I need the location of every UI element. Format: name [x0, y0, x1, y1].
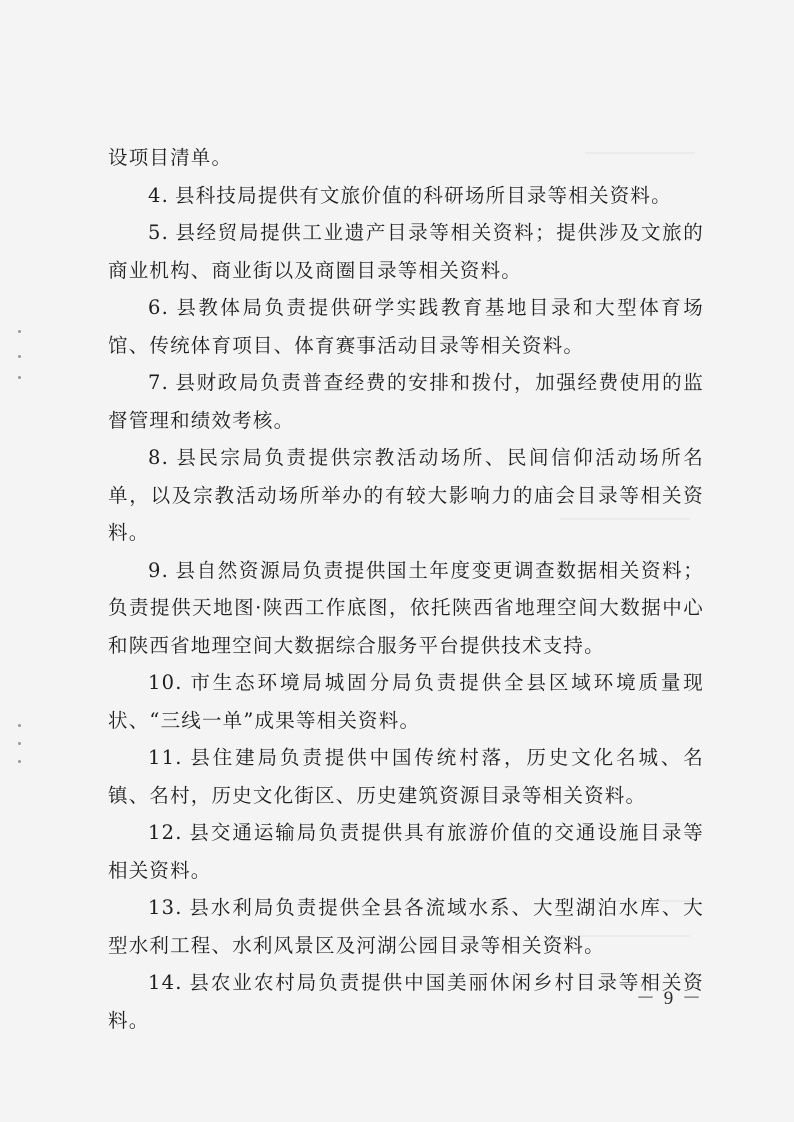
- paragraph: [108, 964, 704, 1039]
- paragraph-text: 县财政局负责普查经费的安排和拨付，加强经费使用的监督管理和绩效考核。: [108, 371, 704, 432]
- paragraph-number: 6.: [148, 296, 170, 319]
- binding-hole-mark: [18, 724, 21, 727]
- paragraph-number: 8.: [148, 446, 170, 469]
- paragraph: [108, 289, 704, 364]
- paragraph-text: 县水利局负责提供全县各流域水系、大型湖泊水库、大型水利工程、水利风景区及河湖公园目录等相关资料。: [108, 896, 704, 957]
- paragraph-number: 9.: [148, 558, 170, 582]
- paragraph-number: 7.: [148, 371, 170, 394]
- page-number: － 9 －: [636, 988, 704, 1009]
- paragraph-text: 设项目清单。: [108, 146, 233, 169]
- binding-hole-mark: [18, 330, 21, 333]
- paragraph: [108, 889, 704, 964]
- paragraph: [108, 364, 704, 439]
- paragraph-text: 县交通运输局负责提供具有旅游价值的交通设施目录等相关资料。: [108, 821, 704, 882]
- paragraph-number: 11.: [148, 746, 183, 769]
- paragraph: [108, 814, 704, 889]
- paragraph: [108, 439, 704, 552]
- paragraph-text: 县农业农村局负责提供中国美丽休闲乡村目录等相关资料。: [108, 971, 704, 1032]
- paragraph-number: 14.: [148, 971, 183, 994]
- paragraph-number: 4.: [148, 183, 170, 207]
- binding-hole-mark: [18, 742, 21, 745]
- paragraph: [108, 177, 704, 215]
- document-body: [108, 139, 704, 1039]
- paragraph: [108, 664, 704, 739]
- paragraph-number: 5.: [148, 221, 170, 244]
- binding-hole-mark: [18, 760, 21, 763]
- paragraph-number: 10.: [148, 671, 183, 694]
- paragraph: [108, 739, 704, 814]
- paragraph-text: 县自然资源局负责提供国土年度变更调查数据相关资料；负责提供天地图·陕西工作底图，依托陕西省地理空间大数据中心和陕西省地理空间大数据综合服务平台提供技术支持。: [108, 558, 704, 657]
- paragraph-text: 县教体局负责提供研学实践教育基地目录和大型体育场馆、传统体育项目、体育赛事活动目录等相关资料。: [108, 296, 704, 357]
- paragraph: [108, 552, 704, 665]
- paragraph-text: 县经贸局提供工业遗产目录等相关资料；提供涉及文旅的商业机构、商业街以及商圈目录等相关资料。: [108, 221, 704, 282]
- binding-hole-mark: [18, 376, 21, 379]
- paragraph-number: 12.: [148, 821, 183, 844]
- paragraph-text: 县民宗局负责提供宗教活动场所、民间信仰活动场所名单，以及宗教活动场所举办的有较大影响力的庙会目录等相关资料。: [108, 446, 704, 544]
- paragraph-text: 县住建局负责提供中国传统村落，历史文化名城、名镇、名村，历史文化街区、历史建筑资源目录等相关资料。: [108, 746, 704, 807]
- paragraph-text: 县科技局提供有文旅价值的科研场所目录等相关资料。: [175, 183, 672, 207]
- binding-hole-mark: [18, 355, 21, 358]
- paragraph-number: 13.: [148, 896, 183, 919]
- paragraph: [108, 214, 704, 289]
- paragraph-text: 市生态环境局城固分局负责提供全县区域环境质量现状、“三线一单”成果等相关资料。: [108, 671, 704, 732]
- paragraph: [108, 139, 704, 177]
